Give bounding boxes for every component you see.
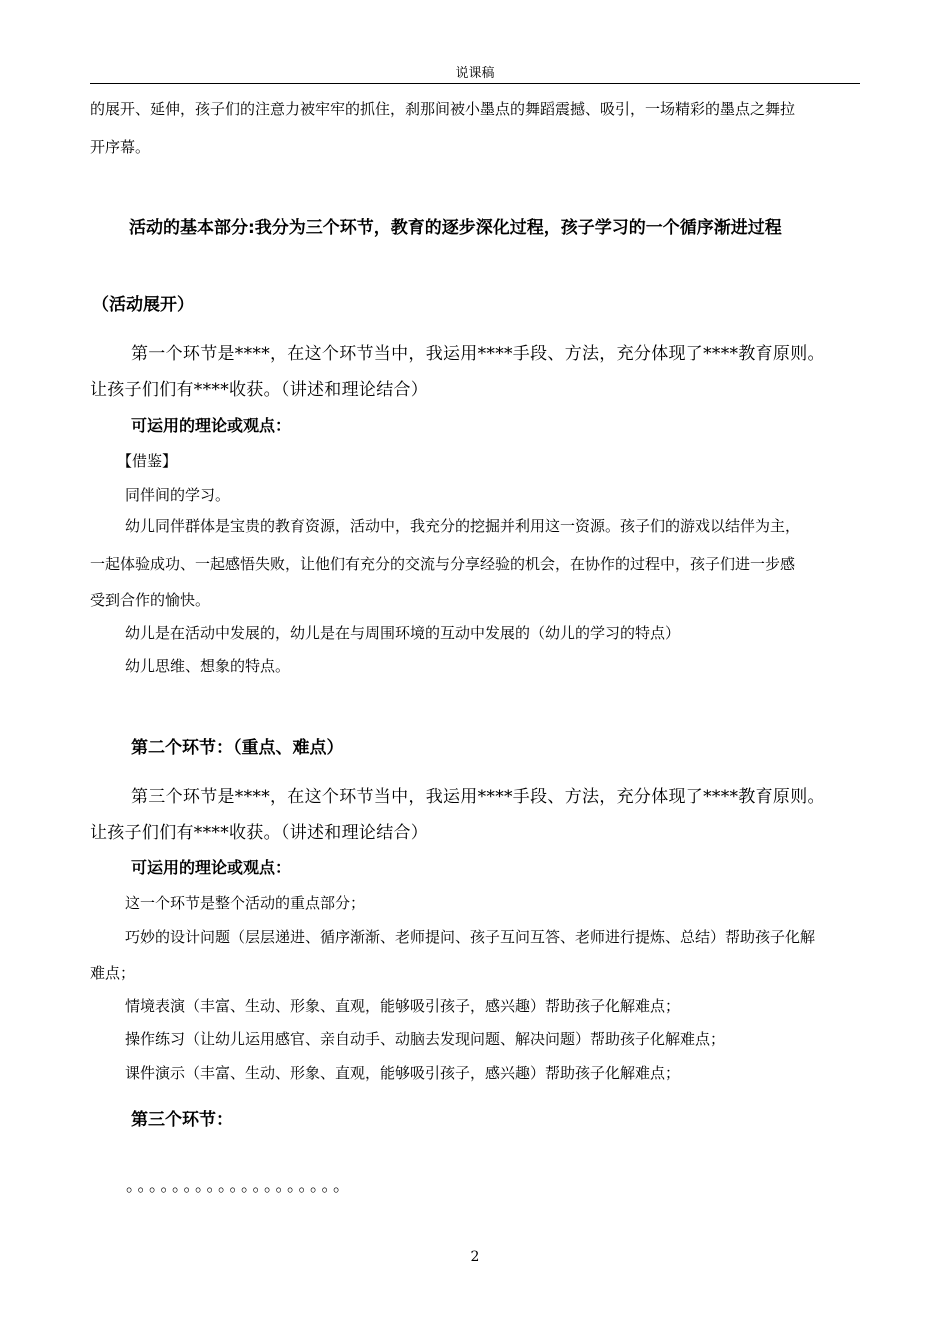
header-divider: [90, 83, 860, 84]
ellipsis-dots: 。。。。。。。。。。。。。。。。。。。: [126, 1176, 353, 1196]
peer-line-1: 幼儿同伴群体是宝贵的教育资源，活动中，我充分的挖掘并利用这一资源。孩子们的游戏以结伴为主，: [125, 517, 801, 535]
peer-line-2: 一起体验成功、一起感悟失败，让他们有充分的交流与分享经验的机会，在协作的过程中，孩子们进一步感: [90, 555, 796, 573]
operate-line: 操作练习（让幼儿运用感官、亲自动手、动脑去发现问题、解决问题）帮助孩子化解难点；: [125, 1030, 726, 1048]
theory-label-1: 可运用的理论或观点：: [131, 416, 292, 435]
section2-line-2: 让孩子们们有****收获。（讲述和理论结合）: [90, 823, 429, 843]
design-line-2: 难点；: [90, 964, 136, 982]
section2-heading: 第二个环节：（重点、难点）: [131, 738, 344, 758]
basic-part-heading: 活动的基本部分:我分为三个环节，教育的逐步深化过程，孩子学习的一个循序渐进过程: [129, 218, 782, 238]
section1-line-2: 让孩子们们有****收获。（讲述和理论结合）: [90, 380, 429, 400]
peer-line-3: 受到合作的愉快。: [90, 591, 211, 609]
page-header-title: 说课稿: [455, 66, 495, 81]
development-line: 幼儿是在活动中发展的，幼儿是在与周围环境的互动中发展的（幼儿的学习的特点）: [125, 624, 681, 642]
page-number: 2: [470, 1249, 480, 1265]
intro-line-2: 开序幕。: [90, 138, 151, 156]
intro-line-1: 的展开、延伸，孩子们的注意力被牢牢的抓住，刹那间被小墨点的舞蹈震撼、吸引，一场精彩的墨点之舞拉: [90, 100, 796, 118]
section1-line-1: 第一个环节是****，在这个环节当中，我运用****手段、方法，充分体现了****教育原则。: [131, 344, 825, 364]
key-part-line: 这一个环节是整个活动的重点部分；: [125, 894, 366, 912]
scene-line: 情境表演（丰富、生动、形象、直观，能够吸引孩子，感兴趣）帮助孩子化解难点；: [125, 997, 681, 1015]
design-line-1: 巧妙的设计问题（层层递进、循序渐渐、老师提问、孩子互问互答、老师进行提炼、总结）帮助孩子化解: [125, 928, 816, 946]
section3-heading: 第三个环节：: [131, 1110, 233, 1130]
borrow-label: 【借鉴】: [117, 452, 178, 470]
section2-line-1: 第三个环节是****，在这个环节当中，我运用****手段、方法，充分体现了****教育原则。: [131, 787, 825, 807]
courseware-line: 课件演示（丰富、生动、形象、直观，能够吸引孩子，感兴趣）帮助孩子化解难点；: [125, 1064, 681, 1082]
thinking-line: 幼儿思维、想象的特点。: [125, 657, 291, 675]
peer-learning: 同伴间的学习。: [125, 486, 231, 504]
activity-label: （活动展开）: [92, 295, 194, 315]
theory-label-2: 可运用的理论或观点：: [131, 858, 292, 877]
